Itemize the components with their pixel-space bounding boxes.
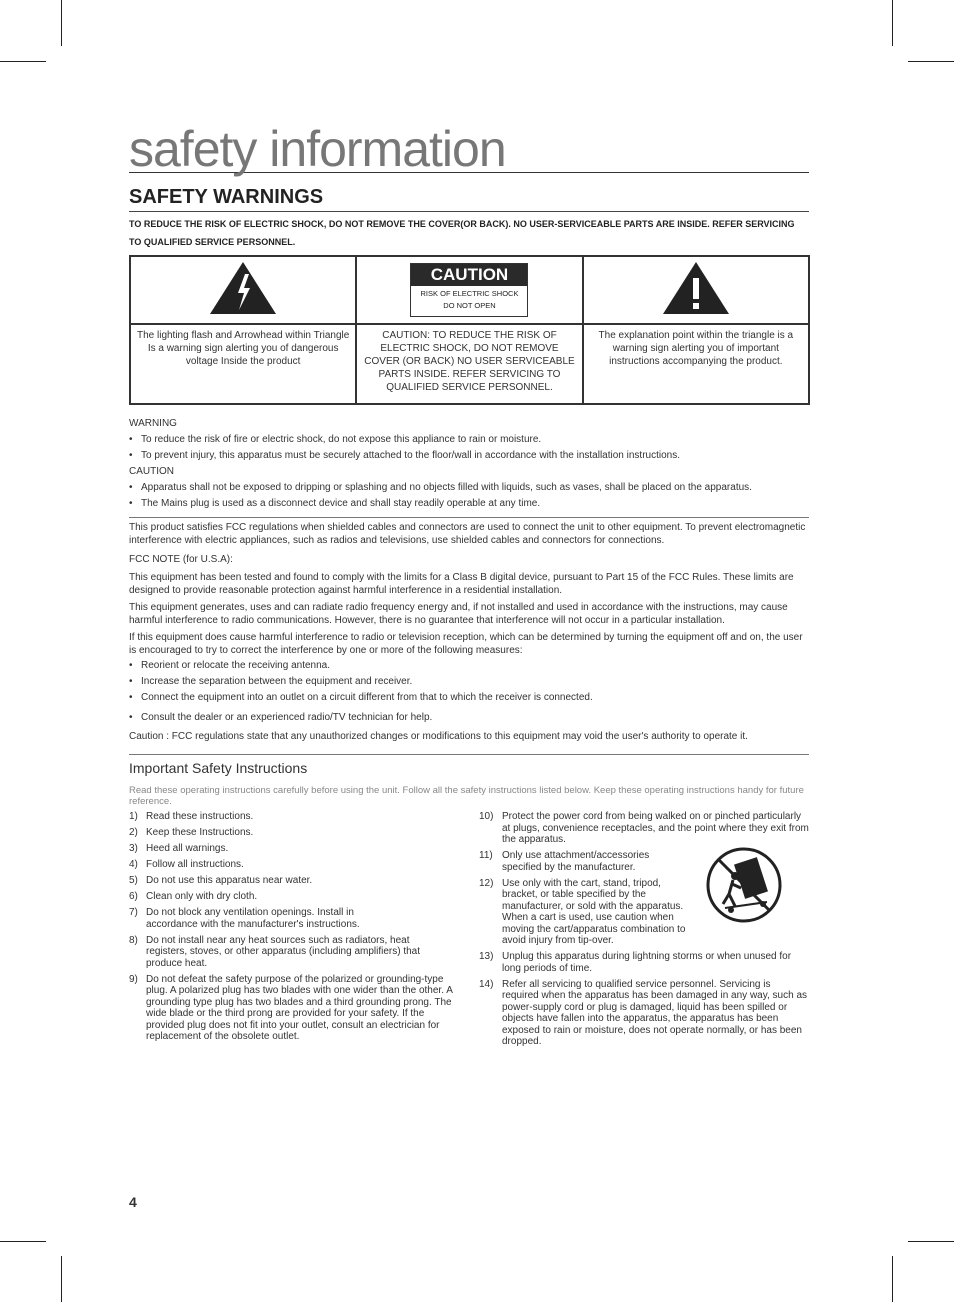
instruction-item <box>129 891 459 903</box>
divider <box>129 754 809 755</box>
instruction-text: Do not defeat the safety purpose of the polarized or grounding-type plug. A polarized plug has two blades with one wider than the other. A grounding type plug has two blades and a third grounding prong. The wide blade or the third prong are provided for your safety. If the provided plug does not fit into your outlet, consult an electrician for replacement of the obsolete outlet. <box>146 973 453 1042</box>
instruction-text: Use only with the cart, stand, tripod, bracket, or table specified by the manufacturer, or sold with the apparatus. When a cart is used, use caution when moving the cart/apparatus combination to avoid injury from tip-over. <box>502 877 686 946</box>
caution-label-cell <box>356 256 582 324</box>
instruction-number: 1) <box>129 811 138 822</box>
instruction-item <box>129 843 459 855</box>
instruction-text: Clean only with dry cloth. <box>146 891 258 902</box>
instruction-item <box>479 878 697 947</box>
divider <box>129 517 809 518</box>
instruction-text: Heed all warnings. <box>146 843 229 854</box>
instruction-item <box>129 875 459 887</box>
lightning-warning-icon <box>208 260 278 316</box>
instruction-text: Do not use this apparatus near water. <box>146 875 313 886</box>
instruction-item <box>479 951 809 974</box>
instruction-item <box>479 850 667 873</box>
exclamation-symbol-cell <box>583 256 809 324</box>
instruction-number: 5) <box>129 875 138 886</box>
lightning-description: The lighting flash and Arrowhead within Triangle Is a warning sign alerting you of dangerous voltage Inside the product <box>130 324 356 404</box>
instruction-text: Read these instructions. <box>146 811 254 822</box>
fcc-measure: • Reorient or relocate the receiving antenna. <box>129 659 809 672</box>
fcc-section <box>129 521 809 743</box>
fcc-measure: • Increase the separation between the equipment and receiver. <box>129 675 809 688</box>
crop-mark <box>892 1256 893 1302</box>
instruction-text: Protect the power cord from being walked on or pinched particularly at plugs, convenience receptacles, and the point where they exit from the apparatus. <box>502 811 809 845</box>
exclamation-warning-icon <box>661 260 731 316</box>
fcc-note-paragraph: This equipment generates, uses and can radiate radio frequency energy and, if not installed and used in accordance with the instructions, may cause harmful interference to radio communications. However, there is no guarantee that interference will not occur in a particular installation. <box>129 602 788 626</box>
instruction-number: 14) <box>479 978 494 990</box>
divider <box>129 211 809 212</box>
crop-mark <box>0 1241 46 1242</box>
instruction-item <box>129 859 459 871</box>
crop-mark <box>61 1256 62 1302</box>
fcc-note-paragraph: This equipment has been tested and found to comply with the limits for a Class B digital device, pursuant to Part 15 of the FCC Rules. These limits are designed to provide reasonable protection against harmful interference in a residential installation. <box>129 572 794 596</box>
caution-description: CAUTION: TO REDUCE THE RISK OF ELECTRIC SHOCK, DO NOT REMOVE COVER (OR BACK) NO USER SERVICEABLE PARTS INSIDE. REFER SERVICING TO QUALIFIED SERVICE PERSONNEL. <box>356 324 582 404</box>
caution-label <box>410 263 528 317</box>
warning-item: • To reduce the risk of fire or electric shock, do not expose this appliance to rain or moisture. <box>129 433 809 446</box>
instruction-text: Only use attachment/accessories specified by the manufacturer. <box>502 850 650 873</box>
instruction-number: 13) <box>479 951 494 962</box>
section-title: SAFETY WARNINGS <box>129 186 324 208</box>
exclamation-description: The explanation point within the triangle is a warning sign alerting you of important instructions accompanying the product. <box>583 324 809 404</box>
instruction-text: Do not install near any heat sources such as radiators, heat registers, stoves, or other apparatus (including amplifiers) that produce heat. <box>146 934 421 969</box>
caution-item: • The Mains plug is used as a disconnect device and shall stay readily operable at any time. <box>129 497 809 510</box>
instruction-item <box>129 811 459 823</box>
instruction-number: 2) <box>129 827 138 838</box>
instruction-item <box>479 979 809 1048</box>
instruction-number: 11) <box>479 850 493 861</box>
instruction-item <box>129 935 446 970</box>
crop-mark <box>0 61 46 62</box>
important-safety-title: Important Safety Instructions <box>129 760 308 776</box>
fcc-caution: Caution : FCC regulations state that any unauthorized changes or modifications to this equipment may void the user's authority to operate it. <box>129 731 748 742</box>
instruction-number: 10) <box>479 811 494 822</box>
crop-mark <box>61 0 62 46</box>
instruction-number: 9) <box>129 973 138 985</box>
page-title: safety information <box>129 124 809 173</box>
warning-item: • To prevent injury, this apparatus must be securely attached to the floor/wall in accordance with the installation instructions. <box>129 449 809 462</box>
instructions-left-column <box>129 811 459 1047</box>
page-number: 4 <box>129 1194 137 1210</box>
fcc-note-paragraph: If this equipment does cause harmful interference to radio or television reception, which can be determined by turning the equipment off and on, the user is encouraged to try to correct the interference by one or more of the following measures: <box>129 632 803 656</box>
instruction-number: 3) <box>129 843 138 854</box>
instruction-item <box>129 907 366 930</box>
instruction-text: Follow all instructions. <box>146 859 244 870</box>
fcc-paragraph: This product satisfies FCC regulations when shielded cables and connectors are used to connect the unit to other equipment. To prevent electromagnetic interference with electric appliances, such as radios and televisions, use shielded cables and connectors for connections. <box>129 522 806 546</box>
lightning-symbol-cell <box>130 256 356 324</box>
instruction-item <box>129 974 459 1043</box>
caution-label-subtitle <box>411 286 527 316</box>
instruction-number: 4) <box>129 859 138 870</box>
instruction-item <box>129 827 459 839</box>
instruction-text: Keep these Instructions. <box>146 827 254 838</box>
instruction-number: 8) <box>129 934 138 946</box>
warning-section <box>129 417 809 510</box>
instruction-number: 12) <box>479 877 494 889</box>
caution-heading: CAUTION <box>129 466 174 477</box>
instruction-number: 7) <box>129 907 138 918</box>
fcc-measure: • Connect the equipment into an outlet on a circuit different from that to which the receiver is connected. <box>129 691 809 704</box>
cart-tip-over-icon <box>705 846 783 924</box>
fcc-measure: • Consult the dealer or an experienced radio/TV technician for help. <box>129 711 809 724</box>
intro-warning: TO REDUCE THE RISK OF ELECTRIC SHOCK, DO NOT REMOVE THE COVER(OR BACK). NO USER-SERVICEABLE PARTS ARE INSIDE. REFER SERVICING TO QUALIFIED SERVICE PERSONNEL. <box>129 219 795 247</box>
crop-mark <box>892 0 893 46</box>
caution-sub-line: DO NOT OPEN <box>443 301 496 310</box>
caution-item: • Apparatus shall not be exposed to dripping or splashing and no objects filled with liquids, such as vases, shall be placed on the apparatus. <box>129 481 809 494</box>
instruction-item <box>479 811 809 846</box>
safety-symbols-table <box>129 255 810 405</box>
instruction-text: Refer all servicing to qualified service personnel. Servicing is required when the apparatus has been damaged in any way, such as power-supply cord or plug is damaged, liquid has been spilled or objects have fallen into the apparatus, the apparatus has been exposed to rain or moisture, does not operate normally, or has been dropped. <box>502 978 808 1047</box>
caution-label-title: CAUTION <box>411 264 527 286</box>
warning-heading: WARNING <box>129 418 177 429</box>
instruction-number: 6) <box>129 891 138 902</box>
fcc-note-heading: FCC NOTE (for U.S.A): <box>129 554 233 565</box>
instruction-text: Unplug this apparatus during lightning storms or when unused for long periods of time. <box>502 951 792 974</box>
important-safety-intro: Read these operating instructions carefully before using the unit. Follow all the safety instructions listed below. Keep these operating instructions handy for future reference. <box>129 785 804 807</box>
crop-mark <box>908 1241 954 1242</box>
crop-mark <box>908 61 954 62</box>
instruction-text: Do not block any ventilation openings. Install in accordance with the manufacturer's instructions. <box>146 907 360 930</box>
caution-sub-line: RISK OF ELECTRIC SHOCK <box>420 289 519 298</box>
